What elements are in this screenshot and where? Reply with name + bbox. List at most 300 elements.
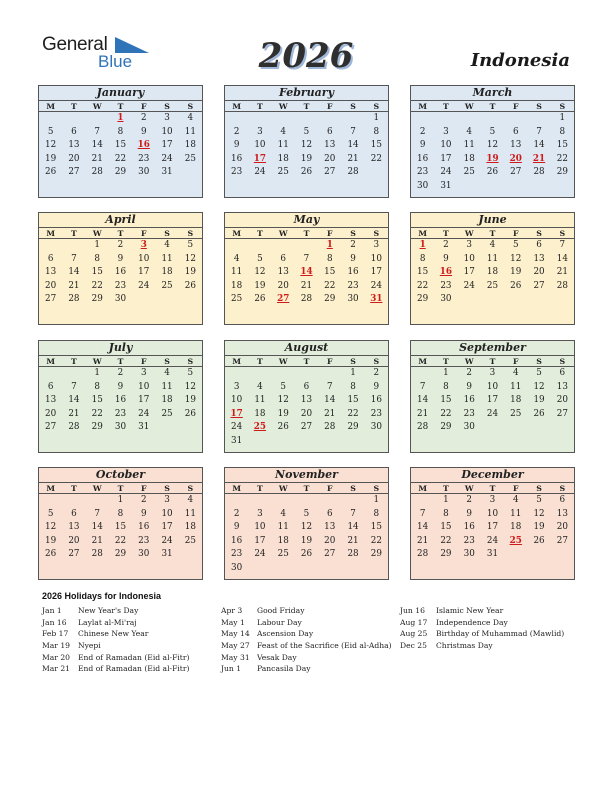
day-cell: 4 — [489, 240, 496, 250]
holiday-day: 31 — [370, 294, 383, 304]
week-row — [39, 408, 202, 422]
day-cell: 26 — [45, 549, 57, 559]
day-cell: 10 — [463, 253, 475, 264]
holiday-entry — [221, 652, 392, 664]
weekday-label: M — [46, 357, 55, 366]
day-cell: 15 — [114, 140, 127, 150]
day-cell — [411, 367, 434, 381]
day-cell: 29 — [91, 294, 103, 304]
day-cell: 30 — [347, 294, 359, 304]
holiday-name: Laylat al-Mi'raj — [78, 617, 137, 627]
day-cell: 1 — [443, 495, 449, 505]
week-row — [39, 112, 202, 126]
day-cell: 11 — [277, 140, 289, 150]
weekday-label: T — [489, 484, 496, 493]
day-cell: 5 — [187, 240, 194, 250]
day-cell: 26 — [486, 167, 499, 177]
day-cell: 29 — [556, 167, 568, 177]
weekday-label: M — [46, 229, 55, 238]
day-cell: 1 — [94, 240, 100, 250]
weekday-label: S — [559, 102, 566, 111]
weekday-label: F — [140, 229, 147, 238]
day-cell: 18 — [277, 535, 289, 546]
weekday-label: T — [257, 229, 263, 238]
day-cell: 4 — [280, 126, 286, 137]
week-row — [39, 166, 202, 180]
month-march — [410, 85, 575, 198]
day-cell: 12 — [45, 522, 57, 532]
day-cell — [248, 494, 271, 508]
day-cell — [39, 112, 62, 126]
day-cell: 8 — [326, 253, 333, 264]
day-cell: 2 — [419, 126, 426, 137]
holiday-date: May 31 — [221, 652, 250, 662]
day-cell: 11 — [254, 395, 266, 405]
day-cell — [272, 435, 295, 449]
day-cell: 10 — [486, 381, 499, 392]
day-cell — [481, 112, 504, 126]
day-cell: 12 — [486, 140, 499, 150]
day-cell: 28 — [417, 422, 429, 432]
day-cell: 21 — [556, 267, 568, 277]
day-cell: 30 — [138, 167, 150, 177]
weekday-label: W — [278, 357, 288, 366]
day-cell: 18 — [277, 153, 289, 164]
day-cell — [179, 293, 202, 307]
day-cell — [179, 166, 202, 180]
day-cell — [318, 367, 341, 381]
weekday-label: T — [71, 102, 77, 111]
holiday-name: Feast of the Sacrifice (Eid al-Adha) — [257, 641, 392, 651]
day-cell: 3 — [257, 126, 263, 137]
day-cell: 28 — [300, 294, 313, 304]
day-cell: 26 — [254, 294, 266, 304]
holiday-entry — [221, 663, 392, 675]
day-cell: 5 — [257, 253, 263, 264]
weekday-label: S — [559, 484, 566, 493]
day-cell: 29 — [91, 422, 103, 432]
day-cell — [504, 548, 527, 562]
day-cell — [295, 239, 318, 253]
week-row — [411, 521, 574, 535]
day-cell: 20 — [68, 153, 80, 164]
holiday-name: Labour Day — [257, 617, 302, 627]
holiday-entry — [221, 605, 392, 617]
day-cell: 2 — [233, 126, 240, 137]
day-cell: 20 — [556, 522, 568, 532]
day-cell: 26 — [300, 549, 313, 559]
week-row — [225, 381, 388, 395]
day-cell: 26 — [184, 408, 196, 419]
day-cell: 6 — [47, 381, 54, 392]
day-cell: 10 — [254, 522, 266, 532]
day-cell: 31 — [440, 180, 452, 191]
day-cell: 7 — [536, 126, 542, 137]
weekday-label: F — [512, 102, 519, 111]
day-cell: 20 — [324, 535, 336, 546]
day-cell: 21 — [68, 408, 80, 419]
weekday-label: T — [257, 102, 263, 111]
holiday-day: 16 — [137, 140, 150, 150]
day-cell: 7 — [350, 508, 356, 519]
day-cell: 12 — [533, 508, 545, 519]
weekday-label: T — [303, 229, 310, 238]
day-cell — [248, 562, 271, 576]
day-cell: 11 — [161, 253, 173, 264]
day-cell: 25 — [161, 408, 173, 419]
day-cell: 11 — [463, 140, 475, 150]
weekday-label: T — [443, 484, 449, 493]
day-cell: 28 — [556, 280, 568, 291]
day-cell: 18 — [231, 280, 243, 291]
weekday-label: M — [232, 484, 241, 493]
day-cell: 26 — [510, 280, 522, 291]
day-cell — [341, 494, 364, 508]
day-cell — [272, 367, 295, 381]
day-cell: 21 — [91, 153, 103, 164]
day-cell: 7 — [419, 381, 426, 392]
day-cell: 28 — [324, 422, 336, 432]
day-cell: 22 — [370, 535, 382, 546]
weekday-label: S — [559, 229, 566, 238]
weekday-header — [225, 227, 388, 239]
week-row — [411, 494, 574, 508]
day-cell: 3 — [257, 508, 263, 519]
weekday-label: S — [164, 484, 170, 493]
weekday-label: W — [464, 102, 474, 111]
day-cell: 4 — [512, 368, 519, 378]
day-cell: 22 — [347, 408, 359, 419]
day-cell: 31 — [138, 422, 150, 432]
day-cell: 14 — [556, 253, 568, 264]
day-cell: 8 — [443, 508, 449, 519]
day-cell: 29 — [417, 294, 429, 304]
day-cell — [318, 494, 341, 508]
day-cell — [248, 435, 271, 449]
day-cell — [248, 112, 271, 126]
day-cell: 12 — [184, 381, 196, 392]
day-cell: 8 — [117, 126, 124, 137]
day-cell: 21 — [68, 280, 80, 291]
day-cell — [504, 112, 527, 126]
holiday-day: 1 — [326, 240, 333, 250]
week-row — [411, 112, 574, 126]
brand-word-general: General — [42, 34, 108, 55]
day-cell: 14 — [417, 395, 429, 405]
week-row — [225, 394, 388, 408]
day-cell: 23 — [114, 408, 127, 419]
day-cell: 15 — [440, 522, 452, 532]
brand-word-blue: Blue — [98, 52, 133, 71]
weekday-label: T — [443, 357, 449, 366]
day-cell: 9 — [233, 522, 240, 532]
weekday-label: S — [536, 357, 542, 366]
weekday-label: S — [373, 357, 380, 366]
week-row — [225, 239, 388, 253]
day-cell: 16 — [138, 522, 150, 532]
weekday-header — [39, 355, 202, 367]
day-cell: 13 — [324, 140, 336, 150]
day-cell: 16 — [463, 522, 475, 532]
day-cell: 27 — [68, 549, 80, 559]
weekday-label: S — [350, 484, 356, 493]
day-cell — [225, 239, 248, 253]
day-cell: 5 — [489, 126, 496, 137]
weekday-label: T — [117, 484, 124, 493]
day-cell: 18 — [254, 408, 266, 419]
day-cell: 31 — [486, 549, 499, 559]
day-cell — [458, 180, 481, 194]
week-row — [225, 562, 388, 576]
day-cell: 12 — [184, 253, 196, 264]
day-cell: 19 — [533, 395, 545, 405]
day-cell: 23 — [347, 280, 359, 291]
weekday-label: T — [303, 357, 310, 366]
weekday-label: W — [464, 357, 474, 366]
day-cell: 5 — [512, 240, 519, 250]
day-cell: 22 — [91, 280, 103, 291]
holiday-name: Good Friday — [257, 606, 305, 615]
day-cell: 5 — [536, 495, 542, 505]
day-cell: 20 — [533, 267, 545, 277]
weekday-label: S — [350, 357, 356, 366]
weekday-label: W — [278, 229, 288, 238]
week-row — [39, 280, 202, 294]
week-row — [39, 253, 202, 267]
day-cell — [62, 367, 85, 381]
day-cell: 13 — [68, 140, 80, 150]
day-cell: 10 — [161, 126, 173, 137]
day-cell: 13 — [45, 267, 57, 277]
day-cell: 8 — [94, 381, 100, 392]
day-cell: 8 — [443, 381, 449, 392]
weekday-label: M — [46, 102, 55, 111]
week-row — [411, 408, 574, 422]
weekday-label: W — [92, 102, 102, 111]
week-row — [411, 253, 574, 267]
holiday-date: May 27 — [221, 641, 250, 651]
holiday-name: Ascension Day — [257, 629, 314, 639]
week-row — [225, 548, 388, 562]
holiday-date: Jan 16 — [42, 617, 67, 627]
month-name: October — [95, 468, 146, 481]
weekday-label: F — [512, 357, 519, 366]
holiday-date: Dec 25 — [400, 641, 427, 651]
week-row — [411, 367, 574, 381]
day-cell: 11 — [184, 508, 196, 519]
month-november — [224, 467, 389, 580]
holiday-date: Jun 16 — [400, 606, 425, 615]
holiday-date: Jan 1 — [42, 606, 62, 615]
day-cell: 7 — [94, 126, 100, 137]
day-cell: 26 — [300, 167, 313, 177]
day-cell: 13 — [277, 267, 289, 277]
weekday-label: W — [92, 229, 102, 238]
day-cell: 5 — [280, 381, 286, 392]
day-cell: 10 — [486, 508, 499, 519]
day-cell — [341, 562, 364, 576]
day-cell: 27 — [556, 535, 568, 546]
day-cell: 25 — [486, 280, 499, 291]
holiday-day: 27 — [277, 294, 290, 304]
day-cell: 20 — [45, 408, 57, 419]
month-january — [38, 85, 203, 198]
holiday-date: Feb 17 — [42, 629, 69, 639]
day-cell: 17 — [254, 535, 266, 546]
day-cell: 19 — [184, 395, 196, 405]
day-cell: 29 — [440, 549, 452, 559]
day-cell: 14 — [68, 395, 80, 405]
day-cell: 13 — [533, 253, 545, 264]
weekday-label: T — [257, 357, 263, 366]
day-cell — [551, 180, 574, 194]
weekday-label: T — [443, 102, 449, 111]
day-cell: 22 — [556, 153, 568, 164]
weekday-label: T — [303, 102, 310, 111]
day-cell: 17 — [440, 153, 452, 164]
day-cell — [365, 562, 388, 576]
holidays-title: 2026 Holidays for Indonesia — [42, 591, 162, 601]
day-cell: 13 — [324, 522, 336, 532]
day-cell — [527, 180, 550, 194]
day-cell: 1 — [559, 113, 566, 123]
month-june — [410, 212, 575, 325]
day-cell: 20 — [324, 153, 336, 164]
day-cell: 22 — [324, 280, 336, 291]
day-cell: 21 — [417, 408, 429, 419]
day-cell: 6 — [559, 495, 566, 505]
holiday-day: 25 — [509, 535, 522, 546]
weekday-label: T — [71, 229, 77, 238]
day-cell — [272, 562, 295, 576]
day-cell: 22 — [114, 153, 127, 164]
holiday-entry — [42, 663, 189, 675]
holiday-day: 20 — [509, 153, 522, 164]
week-row — [411, 180, 574, 194]
weekday-label: W — [278, 484, 288, 493]
weekday-label: T — [303, 484, 310, 493]
day-cell: 20 — [68, 535, 80, 546]
week-row — [225, 139, 388, 153]
weekday-label: S — [373, 229, 380, 238]
day-cell — [272, 494, 295, 508]
weekday-header — [225, 355, 388, 367]
day-cell: 6 — [71, 126, 77, 137]
day-cell — [527, 293, 550, 307]
holiday-entry — [221, 640, 392, 652]
day-cell: 3 — [466, 240, 472, 250]
month-name: November — [275, 468, 338, 481]
day-cell: 14 — [91, 522, 103, 532]
holiday-day: 1 — [419, 240, 426, 250]
month-name: June — [478, 213, 507, 226]
month-july — [38, 340, 203, 453]
holiday-day: 16 — [439, 267, 453, 277]
weekday-header — [225, 482, 388, 494]
month-october — [38, 467, 203, 580]
day-cell: 13 — [556, 381, 568, 392]
day-cell: 6 — [559, 368, 566, 378]
day-cell: 12 — [300, 140, 313, 150]
weekday-label: W — [278, 102, 288, 111]
day-cell: 3 — [489, 368, 496, 378]
week-row — [225, 367, 388, 381]
holiday-entry — [221, 628, 392, 640]
weekday-label: S — [187, 484, 194, 493]
week-row — [39, 508, 202, 522]
day-cell — [272, 239, 295, 253]
day-cell: 9 — [117, 253, 124, 264]
day-cell: 10 — [370, 253, 382, 264]
holiday-name: Chinese New Year — [78, 629, 149, 639]
day-cell — [551, 293, 574, 307]
day-cell: 14 — [417, 522, 429, 532]
day-cell: 16 — [114, 267, 127, 277]
day-cell: 16 — [114, 395, 127, 405]
day-cell: 1 — [94, 368, 100, 378]
day-cell: 2 — [466, 495, 472, 505]
weekday-label: S — [373, 102, 380, 111]
day-cell: 2 — [373, 368, 380, 378]
holiday-date: May 1 — [221, 617, 245, 627]
day-cell — [155, 421, 178, 435]
month-february — [224, 85, 389, 198]
holiday-day: 21 — [532, 153, 546, 164]
day-cell: 15 — [91, 395, 103, 405]
week-row — [411, 293, 574, 307]
day-cell: 10 — [161, 508, 173, 519]
day-cell: 6 — [536, 240, 542, 250]
day-cell: 6 — [71, 508, 77, 519]
weekday-label: F — [326, 357, 333, 366]
day-cell: 4 — [187, 495, 194, 505]
weekday-label: T — [117, 229, 124, 238]
day-cell: 25 — [277, 167, 289, 177]
week-row — [39, 535, 202, 549]
month-september — [410, 340, 575, 453]
day-cell — [225, 494, 248, 508]
holiday-name: End of Ramadan (Eid al-Fitr) — [78, 652, 190, 662]
holiday-entry — [400, 640, 564, 652]
day-cell: 5 — [187, 368, 194, 378]
day-cell: 19 — [45, 535, 57, 546]
holiday-name: Pancasila Day — [257, 664, 311, 674]
day-cell: 11 — [510, 381, 522, 392]
weekday-label: M — [232, 357, 241, 366]
holiday-name: Vesak Day — [257, 652, 297, 662]
day-cell: 24 — [486, 535, 499, 546]
day-cell: 28 — [91, 549, 103, 559]
day-cell: 9 — [373, 381, 380, 392]
day-cell: 17 — [463, 267, 475, 277]
weekday-label: T — [71, 484, 77, 493]
day-cell — [365, 166, 388, 180]
day-cell: 30 — [370, 422, 382, 432]
weekday-label: F — [140, 102, 147, 111]
weekday-header — [39, 227, 202, 239]
month-name: July — [108, 341, 133, 354]
day-cell: 15 — [370, 522, 382, 532]
holiday-day: 19 — [486, 153, 499, 164]
week-row — [39, 394, 202, 408]
week-row — [39, 139, 202, 153]
weekday-label: T — [489, 102, 496, 111]
weekday-label: S — [187, 357, 194, 366]
holiday-entry — [42, 617, 189, 629]
page-year: 2026 — [258, 36, 354, 76]
day-cell: 19 — [277, 408, 289, 419]
day-cell: 3 — [443, 126, 449, 137]
